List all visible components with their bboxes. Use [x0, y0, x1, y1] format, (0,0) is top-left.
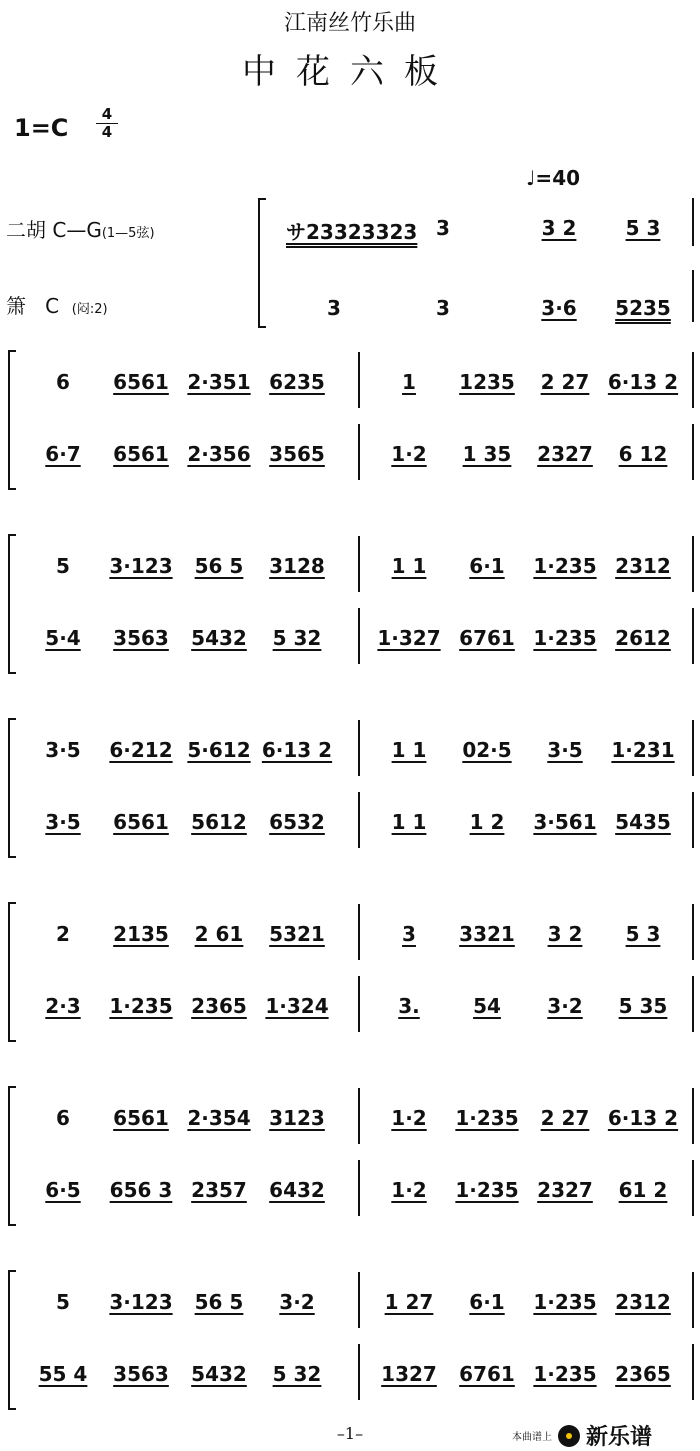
key-signature: 1=C	[14, 114, 69, 142]
erhu-note: 6·13 2	[607, 1106, 679, 1130]
erhu-note: 2135	[113, 922, 169, 946]
xiao-note: 5432	[191, 1362, 247, 1386]
tempo-marking: ♩=40	[526, 166, 581, 190]
intro-erhu-note: 3 2	[541, 216, 577, 240]
barline	[692, 270, 694, 322]
xiao-note: 3563	[113, 1362, 169, 1386]
xiao-note: 1·235	[109, 994, 173, 1018]
page-title: 中花六板	[242, 52, 458, 92]
xiao-note: 1 1	[391, 810, 427, 834]
xiao-note: 1·2	[391, 442, 427, 466]
system-bracket	[8, 718, 16, 858]
erhu-note: 56 5	[194, 554, 244, 578]
erhu-note: 2312	[615, 554, 671, 578]
barline	[358, 352, 360, 408]
system-bracket	[8, 1086, 16, 1226]
system-bracket	[8, 534, 16, 674]
erhu-note: 1·231	[611, 738, 675, 762]
barline	[358, 608, 360, 664]
xiao-note: 6761	[459, 626, 515, 650]
erhu-strings: (1—5弦)	[101, 226, 155, 241]
erhu-note: 2	[56, 922, 70, 946]
barline	[692, 1160, 694, 1216]
xiao-note: 5 35	[618, 994, 668, 1018]
erhu-note: 02·5	[462, 738, 512, 762]
xiao-note: 3·2	[547, 994, 583, 1018]
xiao-note: 2·356	[187, 442, 251, 466]
erhu-note: 5	[56, 554, 70, 578]
xiao-note: 6532	[269, 810, 325, 834]
xiao-note: 3565	[269, 442, 325, 466]
barline	[358, 976, 360, 1032]
barline	[358, 904, 360, 960]
erhu-note: 1·235	[533, 554, 597, 578]
barline	[692, 1272, 694, 1328]
barline	[358, 792, 360, 848]
erhu-note: 6·1	[469, 554, 505, 578]
erhu-note: 6·212	[109, 738, 173, 762]
xiao-note: 1327	[381, 1362, 437, 1386]
xiao-note: 2327	[537, 442, 593, 466]
barline	[358, 536, 360, 592]
xiao-note: 5612	[191, 810, 247, 834]
xiao-note: 5 32	[272, 1362, 322, 1386]
erhu-note: 1·2	[391, 1106, 427, 1130]
erhu-note: 2·354	[187, 1106, 251, 1130]
erhu-note: 1 27	[384, 1290, 434, 1314]
erhu-note: 1 1	[391, 554, 427, 578]
xiao-note: 656 3	[109, 1178, 173, 1202]
system-bracket	[8, 902, 16, 1042]
xiao-note: 3·5	[45, 810, 81, 834]
erhu-name: 二胡	[6, 218, 46, 242]
erhu-note: 3·123	[109, 554, 173, 578]
barline	[358, 720, 360, 776]
intro-erhu-note: 3	[436, 216, 450, 240]
xiao-note: 6 12	[618, 442, 668, 466]
erhu-note: 2 27	[540, 370, 590, 394]
xiao-note: 55 4	[38, 1362, 88, 1386]
erhu-note: 1·235	[455, 1106, 519, 1130]
erhu-note: 2 27	[540, 1106, 590, 1130]
erhu-note: 3	[402, 922, 416, 946]
erhu-note: 3·5	[547, 738, 583, 762]
xiao-note: 1·2	[391, 1178, 427, 1202]
system-bracket	[8, 350, 16, 490]
xiao-note: 1·327	[377, 626, 441, 650]
site-logo	[512, 1420, 652, 1451]
xiao-note: 5432	[191, 626, 247, 650]
xiao-note: 5·4	[45, 626, 81, 650]
xiao-key: C	[45, 294, 60, 318]
time-signature-top: 4	[101, 105, 113, 123]
xiao-note: 2365	[615, 1362, 671, 1386]
xiao-note: 1·235	[455, 1178, 519, 1202]
xiao-note: 3.	[398, 994, 420, 1018]
erhu-note: 3128	[269, 554, 325, 578]
intro-xiao-note: 3	[436, 296, 450, 320]
erhu-note: 6·1	[469, 1290, 505, 1314]
erhu-note: 6·13 2	[607, 370, 679, 394]
xiao-tuning: (闷:2)	[71, 302, 108, 317]
xiao-name: 箫	[6, 294, 26, 318]
erhu-note: 6	[56, 1106, 70, 1130]
time-signature-bottom: 4	[96, 123, 118, 141]
subtitle: 江南丝竹乐曲	[283, 11, 416, 36]
barline	[692, 904, 694, 960]
barline	[692, 792, 694, 848]
xiao-note: 2365	[191, 994, 247, 1018]
xiao-label	[6, 290, 108, 319]
page-number: –1–	[336, 1424, 364, 1443]
intro-erhu-note: 5 3	[625, 216, 661, 240]
xiao-note: 6·7	[45, 442, 81, 466]
xiao-note: 2612	[615, 626, 671, 650]
intro-xiao-note: 5235	[615, 296, 671, 320]
barline	[692, 720, 694, 776]
erhu-note: 5·612	[187, 738, 251, 762]
erhu-note: 3·123	[109, 1290, 173, 1314]
erhu-note: 5	[56, 1290, 70, 1314]
xiao-note: 2·3	[45, 994, 81, 1018]
xiao-note: 2327	[537, 1178, 593, 1202]
erhu-label	[6, 214, 155, 243]
xiao-note: 5 32	[272, 626, 322, 650]
time-signature	[96, 106, 118, 141]
intro-bracket	[258, 198, 266, 328]
barline	[692, 352, 694, 408]
xiao-note: 54	[473, 994, 501, 1018]
erhu-note: 3·5	[45, 738, 81, 762]
barline	[692, 976, 694, 1032]
erhu-note: 2312	[615, 1290, 671, 1314]
barline	[358, 1344, 360, 1400]
xiao-note: 6561	[113, 442, 169, 466]
xiao-note: 6561	[113, 810, 169, 834]
xiao-note: 2357	[191, 1178, 247, 1202]
erhu-note: 1	[402, 370, 416, 394]
erhu-note: 3321	[459, 922, 515, 946]
xiao-note: 3563	[113, 626, 169, 650]
erhu-note: 3·2	[279, 1290, 315, 1314]
erhu-note: 6561	[113, 1106, 169, 1130]
xiao-note: 61 2	[618, 1178, 668, 1202]
system-bracket	[8, 1270, 16, 1410]
xiao-note: 5435	[615, 810, 671, 834]
erhu-note: 5321	[269, 922, 325, 946]
erhu-note: 1·235	[533, 1290, 597, 1314]
erhu-note: 3123	[269, 1106, 325, 1130]
barline	[692, 1088, 694, 1144]
barline	[358, 1088, 360, 1144]
erhu-note: 1235	[459, 370, 515, 394]
erhu-note: 56 5	[194, 1290, 244, 1314]
xiao-note: 1 35	[462, 442, 512, 466]
barline	[692, 198, 694, 246]
erhu-note: 2 61	[194, 922, 244, 946]
xiao-note: 3·561	[533, 810, 597, 834]
erhu-note: 5 3	[625, 922, 661, 946]
barline	[358, 1272, 360, 1328]
barline	[692, 536, 694, 592]
intro-erhu-note: サ23323323	[286, 220, 418, 244]
erhu-note: 1 1	[391, 738, 427, 762]
barline	[692, 608, 694, 664]
xiao-note: 6·5	[45, 1178, 81, 1202]
logo-prefix: 本曲谱上	[512, 1432, 552, 1443]
intro-xiao-note: 3·6	[541, 296, 577, 320]
xiao-note: 1·324	[265, 994, 329, 1018]
xiao-note: 1 2	[469, 810, 505, 834]
erhu-note: 2·351	[187, 370, 251, 394]
barline	[692, 424, 694, 480]
barline	[692, 1344, 694, 1400]
record-icon	[558, 1425, 580, 1447]
erhu-note: 6	[56, 370, 70, 394]
erhu-note: 6561	[113, 370, 169, 394]
xiao-note: 1·235	[533, 1362, 597, 1386]
erhu-tuning: C—G	[52, 218, 102, 242]
xiao-note: 1·235	[533, 626, 597, 650]
xiao-note: 6761	[459, 1362, 515, 1386]
erhu-note: 6235	[269, 370, 325, 394]
logo-text: 新乐谱	[586, 1425, 653, 1450]
barline	[358, 1160, 360, 1216]
intro-xiao-note: 3	[327, 296, 341, 320]
xiao-note: 6432	[269, 1178, 325, 1202]
erhu-note: 6·13 2	[261, 738, 333, 762]
barline	[358, 424, 360, 480]
erhu-note: 3 2	[547, 922, 583, 946]
